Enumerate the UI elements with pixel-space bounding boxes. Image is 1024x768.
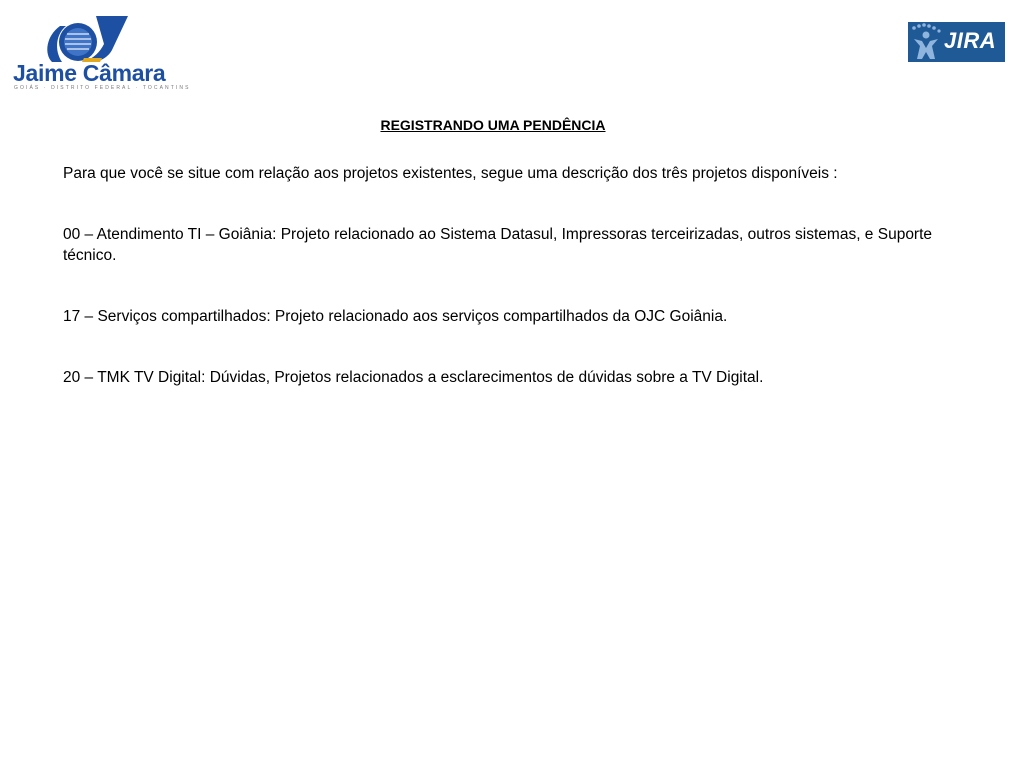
jaime-camara-emblem-icon [12, 14, 168, 64]
intro-paragraph: Para que você se situe com relação aos projetos existentes, segue uma descrição dos três projetos disponíveis : [63, 165, 838, 182]
jaime-camara-logo [12, 14, 191, 92]
brand-name: Jaime Câmara [13, 60, 166, 86]
jira-person-icon [908, 22, 944, 62]
project-item: 00 – Atendimento TI – Goiânia: Projeto relacionado ao Sistema Datasul, Impressoras terceirizadas, outros sistemas, e Suporte técnico. [63, 226, 933, 264]
project-item: 17 – Serviços compartilhados: Projeto relacionado aos serviços compartilhados da OJC Goiânia. [63, 308, 728, 325]
brand-tagline: GOIÁS · DISTRITO FEDERAL · TOCANTINS [14, 85, 191, 91]
project-item: 20 – TMK TV Digital: Dúvidas, Projetos relacionados a esclarecimentos de dúvidas sobre a TV Digital. [63, 369, 764, 386]
document-body [63, 163, 968, 428]
jira-logo [908, 22, 1005, 62]
jira-wordmark: JIRA [944, 28, 997, 53]
page-title: REGISTRANDO UMA PENDÊNCIA [380, 117, 606, 133]
